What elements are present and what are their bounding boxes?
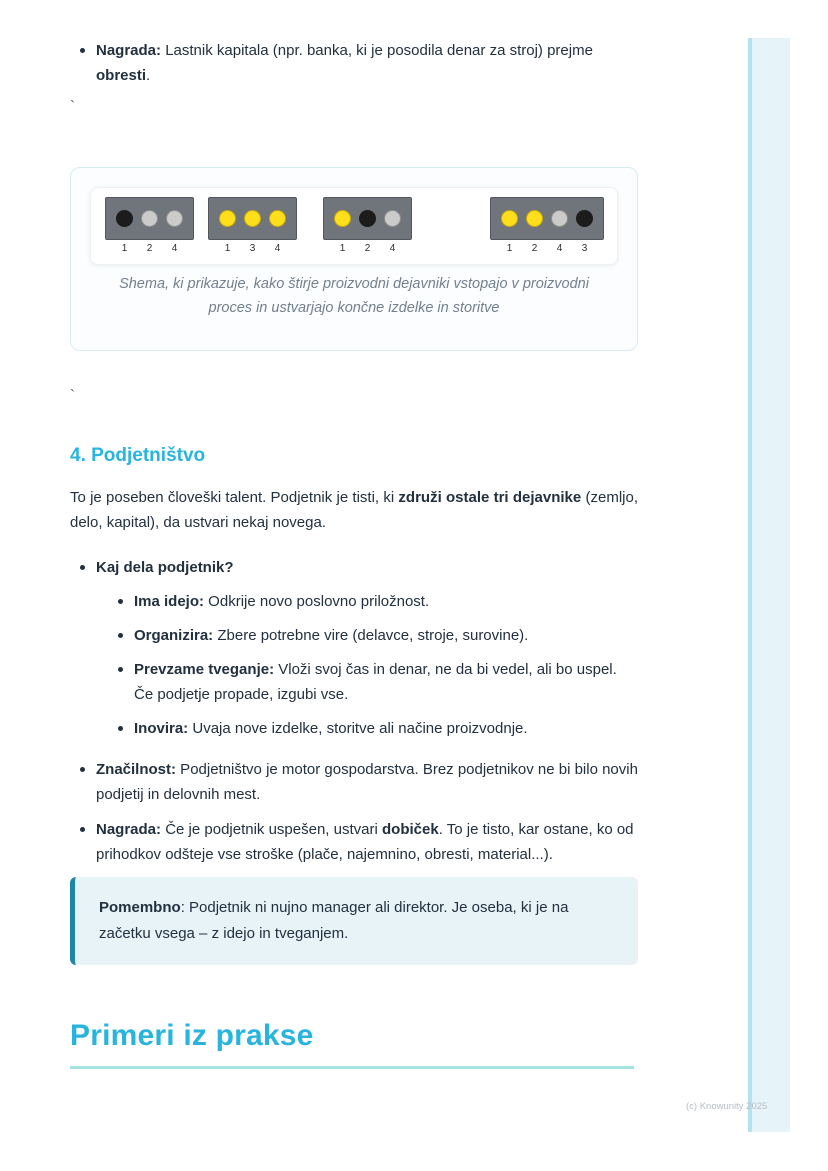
gray-dot-icon (166, 210, 183, 227)
bullet-text: Značilnost: Podjetništvo je motor gospodarstva. Brez podjetnikov ne bi bilo novih podjetij in delovnih mest. (96, 761, 638, 803)
bullet-item-znacilnost (70, 757, 638, 807)
bullet-item-nagrada-kapital (70, 38, 638, 88)
bullet-item-nagrada-dobicek (70, 817, 638, 867)
yellow-dot-icon (219, 210, 236, 227)
bullet-text: Nagrada: Če je podjetnik uspešen, ustvari dobiček. To je tisto, kar ostane, ko od prihodkov odšteje vse stroške (plače, najemnino, obresti, material...). (96, 821, 634, 863)
section-heading-podjetnistvo: 4. Podjetništvo (70, 445, 206, 466)
bullet-item-prevzame-tveganje (112, 657, 638, 707)
yellow-dot-icon (269, 210, 286, 227)
reward-capital-list (70, 38, 638, 88)
dot-number-label: 4 (556, 243, 563, 254)
factors-dots-image (90, 187, 618, 265)
dot-number-label: 1 (224, 243, 231, 254)
bullet-text: Nagrada: Lastnik kapitala (npr. banka, ki je posodila denar za stroj) prejme obresti. (96, 42, 593, 84)
dot-panel (105, 197, 194, 240)
factor-dot-group (105, 197, 194, 255)
yellow-dot-icon (334, 210, 351, 227)
factor-dot-group (208, 197, 297, 255)
dot-number-row (105, 243, 194, 255)
bullet-text: Ima idejo: Odkrije novo poslovno priložnost. (134, 593, 430, 610)
entrepreneur-sublist (112, 589, 638, 741)
gray-dot-icon (551, 210, 568, 227)
gray-dot-icon (384, 210, 401, 227)
bullet-text: Inovira: Uvaja nove izdelke, storitve ali načine proizvodnje. (134, 720, 528, 737)
copyright-notice: (c) Knowunity 2025 (686, 1101, 768, 1112)
gray-dot-icon (141, 210, 158, 227)
dot-panel (208, 197, 297, 240)
dot-number-label: 1 (121, 243, 128, 254)
factor-dot-group (490, 197, 604, 255)
important-callout (70, 877, 638, 965)
production-factors-figure (70, 167, 638, 351)
stray-backtick: ` (70, 387, 75, 404)
figure-caption: Shema, ki prikazuje, kako štirje proizvodni dejavniki vstopajo v proizvodni proces in ustvarjajo končne izdelke in storitve (119, 276, 589, 316)
page-heading-primeri: Primeri iz prakse (70, 1019, 314, 1052)
document-content (70, 0, 638, 1069)
dot-number-row (490, 243, 604, 255)
dot-number-label: 2 (146, 243, 153, 254)
bullet-text: Kaj dela podjetnik? (96, 559, 234, 576)
yellow-dot-icon (526, 210, 543, 227)
stray-backtick: ` (70, 98, 75, 115)
dot-number-label: 4 (274, 243, 281, 254)
bullet-item-inovira (112, 716, 638, 741)
dot-panel (490, 197, 604, 240)
dot-number-label: 3 (249, 243, 256, 254)
dot-number-label: 1 (506, 243, 513, 254)
bullet-item-kaj-dela (70, 555, 638, 741)
page-edge-decoration (748, 38, 790, 1132)
bullet-item-organizira (112, 623, 638, 648)
dot-number-label: 1 (339, 243, 346, 254)
heading-underline (70, 1066, 634, 1069)
dot-panel (323, 197, 412, 240)
dot-number-label: 2 (531, 243, 538, 254)
yellow-dot-icon (244, 210, 261, 227)
black-dot-icon (359, 210, 376, 227)
dot-number-label: 4 (171, 243, 178, 254)
bullet-item-ima-idejo (112, 589, 638, 614)
yellow-dot-icon (501, 210, 518, 227)
callout-text: Pomembno: Podjetnik ni nujno manager ali direktor. Je oseba, ki je na začetku vsega – z idejo in tveganjem. (99, 899, 569, 942)
dot-number-row (323, 243, 412, 255)
dot-number-label: 3 (581, 243, 588, 254)
factor-dot-group (323, 197, 412, 255)
section-intro-paragraph: To je poseben človeški talent. Podjetnik je tisti, ki združi ostale tri dejavnike (zemljo, delo, kapital), da ustvari nekaj novega. (70, 489, 638, 531)
dot-number-row (208, 243, 297, 255)
dot-number-label: 4 (389, 243, 396, 254)
bullet-text: Prevzame tveganje: Vloži svoj čas in denar, ne da bi vedel, ali bo uspel. Če podjetje propade, izgubi vse. (134, 661, 617, 703)
black-dot-icon (116, 210, 133, 227)
bullet-text: Organizira: Zbere potrebne vire (delavce, stroje, surovine). (134, 627, 529, 644)
entrepreneur-list (70, 555, 638, 867)
black-dot-icon (576, 210, 593, 227)
dot-number-label: 2 (364, 243, 371, 254)
